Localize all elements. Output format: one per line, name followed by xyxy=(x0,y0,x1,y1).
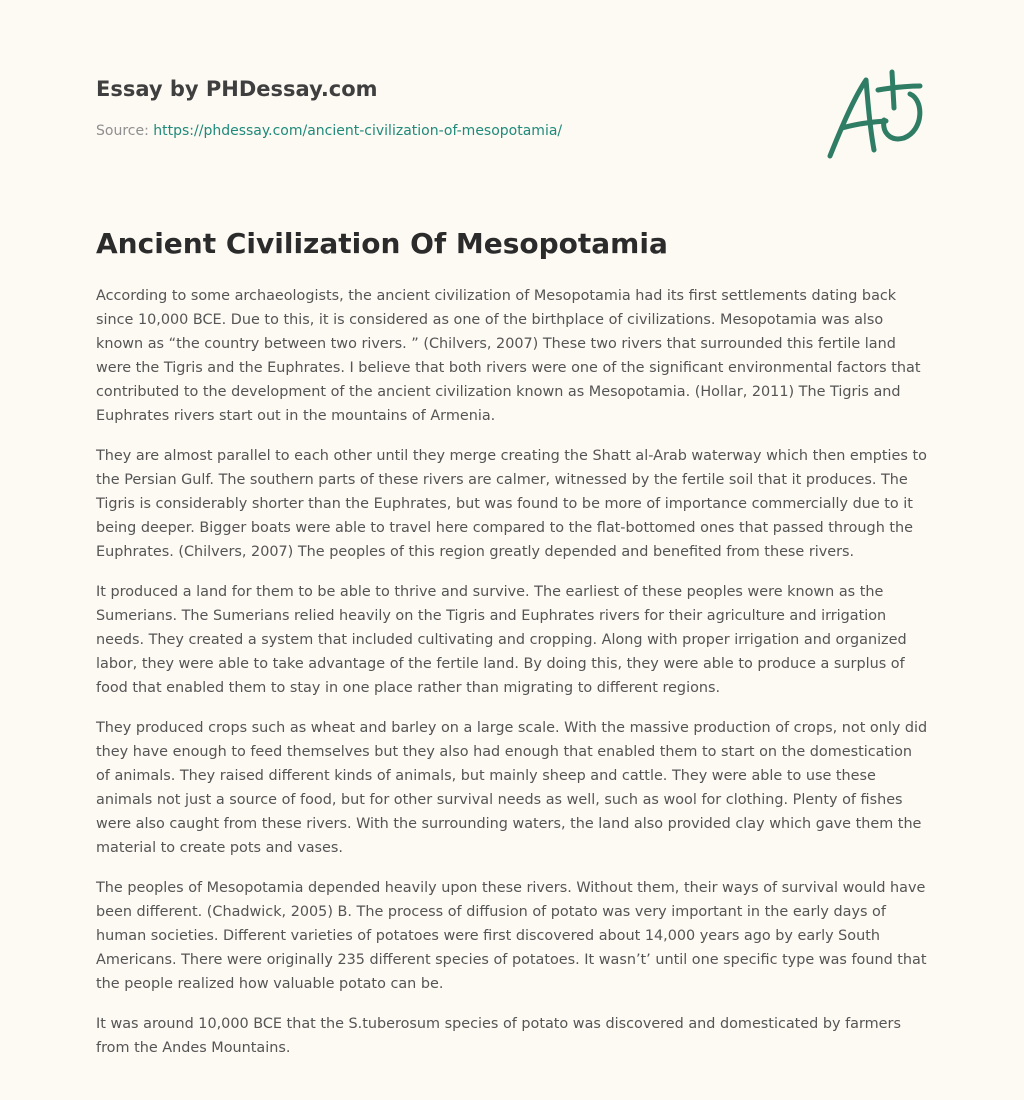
essay-paragraph: It was around 10,000 BCE that the S.tuberosum species of potato was discovered and domesticated by farmers from the Andes Mountains. xyxy=(96,1016,901,1056)
essay-paragraph: They produced crops such as wheat and barley on a large scale. With the massive production of crops, not only did they have enough to feed themselves but they also had enough that enabled them to start on the domestication of animals. They raised different kinds of animals, but mainly sheep and cattle. They were able to use these animals not just a source of food, but for other survival needs as well, such as wool for clothing. Plenty of fishes were also caught from these rivers. With the surrounding waters, the land also provided clay which gave them the material to create pots and vases. xyxy=(96,720,928,856)
essay-paragraph: The peoples of Mesopotamia depended heavily upon these rivers. Without them, their ways of survival would have been different. (Chadwick, 2005) B. The process of diffusion of potato was very important in the early days of human societies. Different varieties of potatoes were first discovered about 14,000 years ago by early South Americans. There were originally 235 different species of potatoes. It wasn’t’ until one specific type was found that the people realized how valuable potato can be. xyxy=(96,880,927,992)
essay-paragraph: According to some archaeologists, the ancient civilization of Mesopotamia had its first settlements dating back since 10,000 BCE. Due to this, it is considered as one of the birthplace of civilizations. Mesopotamia was also known as “the country between two rivers. ” (Chilvers, 2007) These two rivers that surrounded this fertile land were the Tigris and the Euphrates. I believe that both rivers were one of the significant environmental factors that contributed to the development of the ancient civilization known as Mesopotamia. (Hollar, 2011) The Tigris and Euphrates rivers start out in the mountains of Armenia. xyxy=(96,288,921,424)
essay-paragraph: It produced a land for them to be able to thrive and survive. The earliest of these peoples were known as the Sumerians. The Sumerians relied heavily on the Tigris and Euphrates rivers for their agriculture and irrigation needs. They created a system that included cultivating and cropping. Along with proper irrigation and organized labor, they were able to take advantage of the fertile land. By doing this, they were able to produce a surplus of food that enabled them to stay in one place rather than migrating to different regions. xyxy=(96,584,907,696)
site-title: Essay by PHDessay.com xyxy=(96,77,378,101)
source-line xyxy=(96,121,796,141)
essay-paragraph: They are almost parallel to each other until they merge creating the Shatt al-Arab waterway which then empties to the Persian Gulf. The southern parts of these rivers are calmer, witnessed by the fertile soil that it produces. The Tigris is considerably shorter than the Euphrates, but was found to be more of importance commercially due to it being deeper. Bigger boats were able to travel here compared to the flat-bottomed ones that passed through the Euphrates. (Chilvers, 2007) The peoples of this region greatly depended and benefited from these rivers. xyxy=(96,448,927,560)
essay-title: Ancient Civilization Of Mesopotamia xyxy=(96,227,668,260)
a-plus-logo-icon xyxy=(820,64,930,164)
source-link[interactable]: https://phdessay.com/ancient-civilization-of-mesopotamia/ xyxy=(153,123,563,139)
source-label: Source: xyxy=(96,123,149,139)
essay-body xyxy=(96,284,928,1076)
header xyxy=(96,72,796,141)
